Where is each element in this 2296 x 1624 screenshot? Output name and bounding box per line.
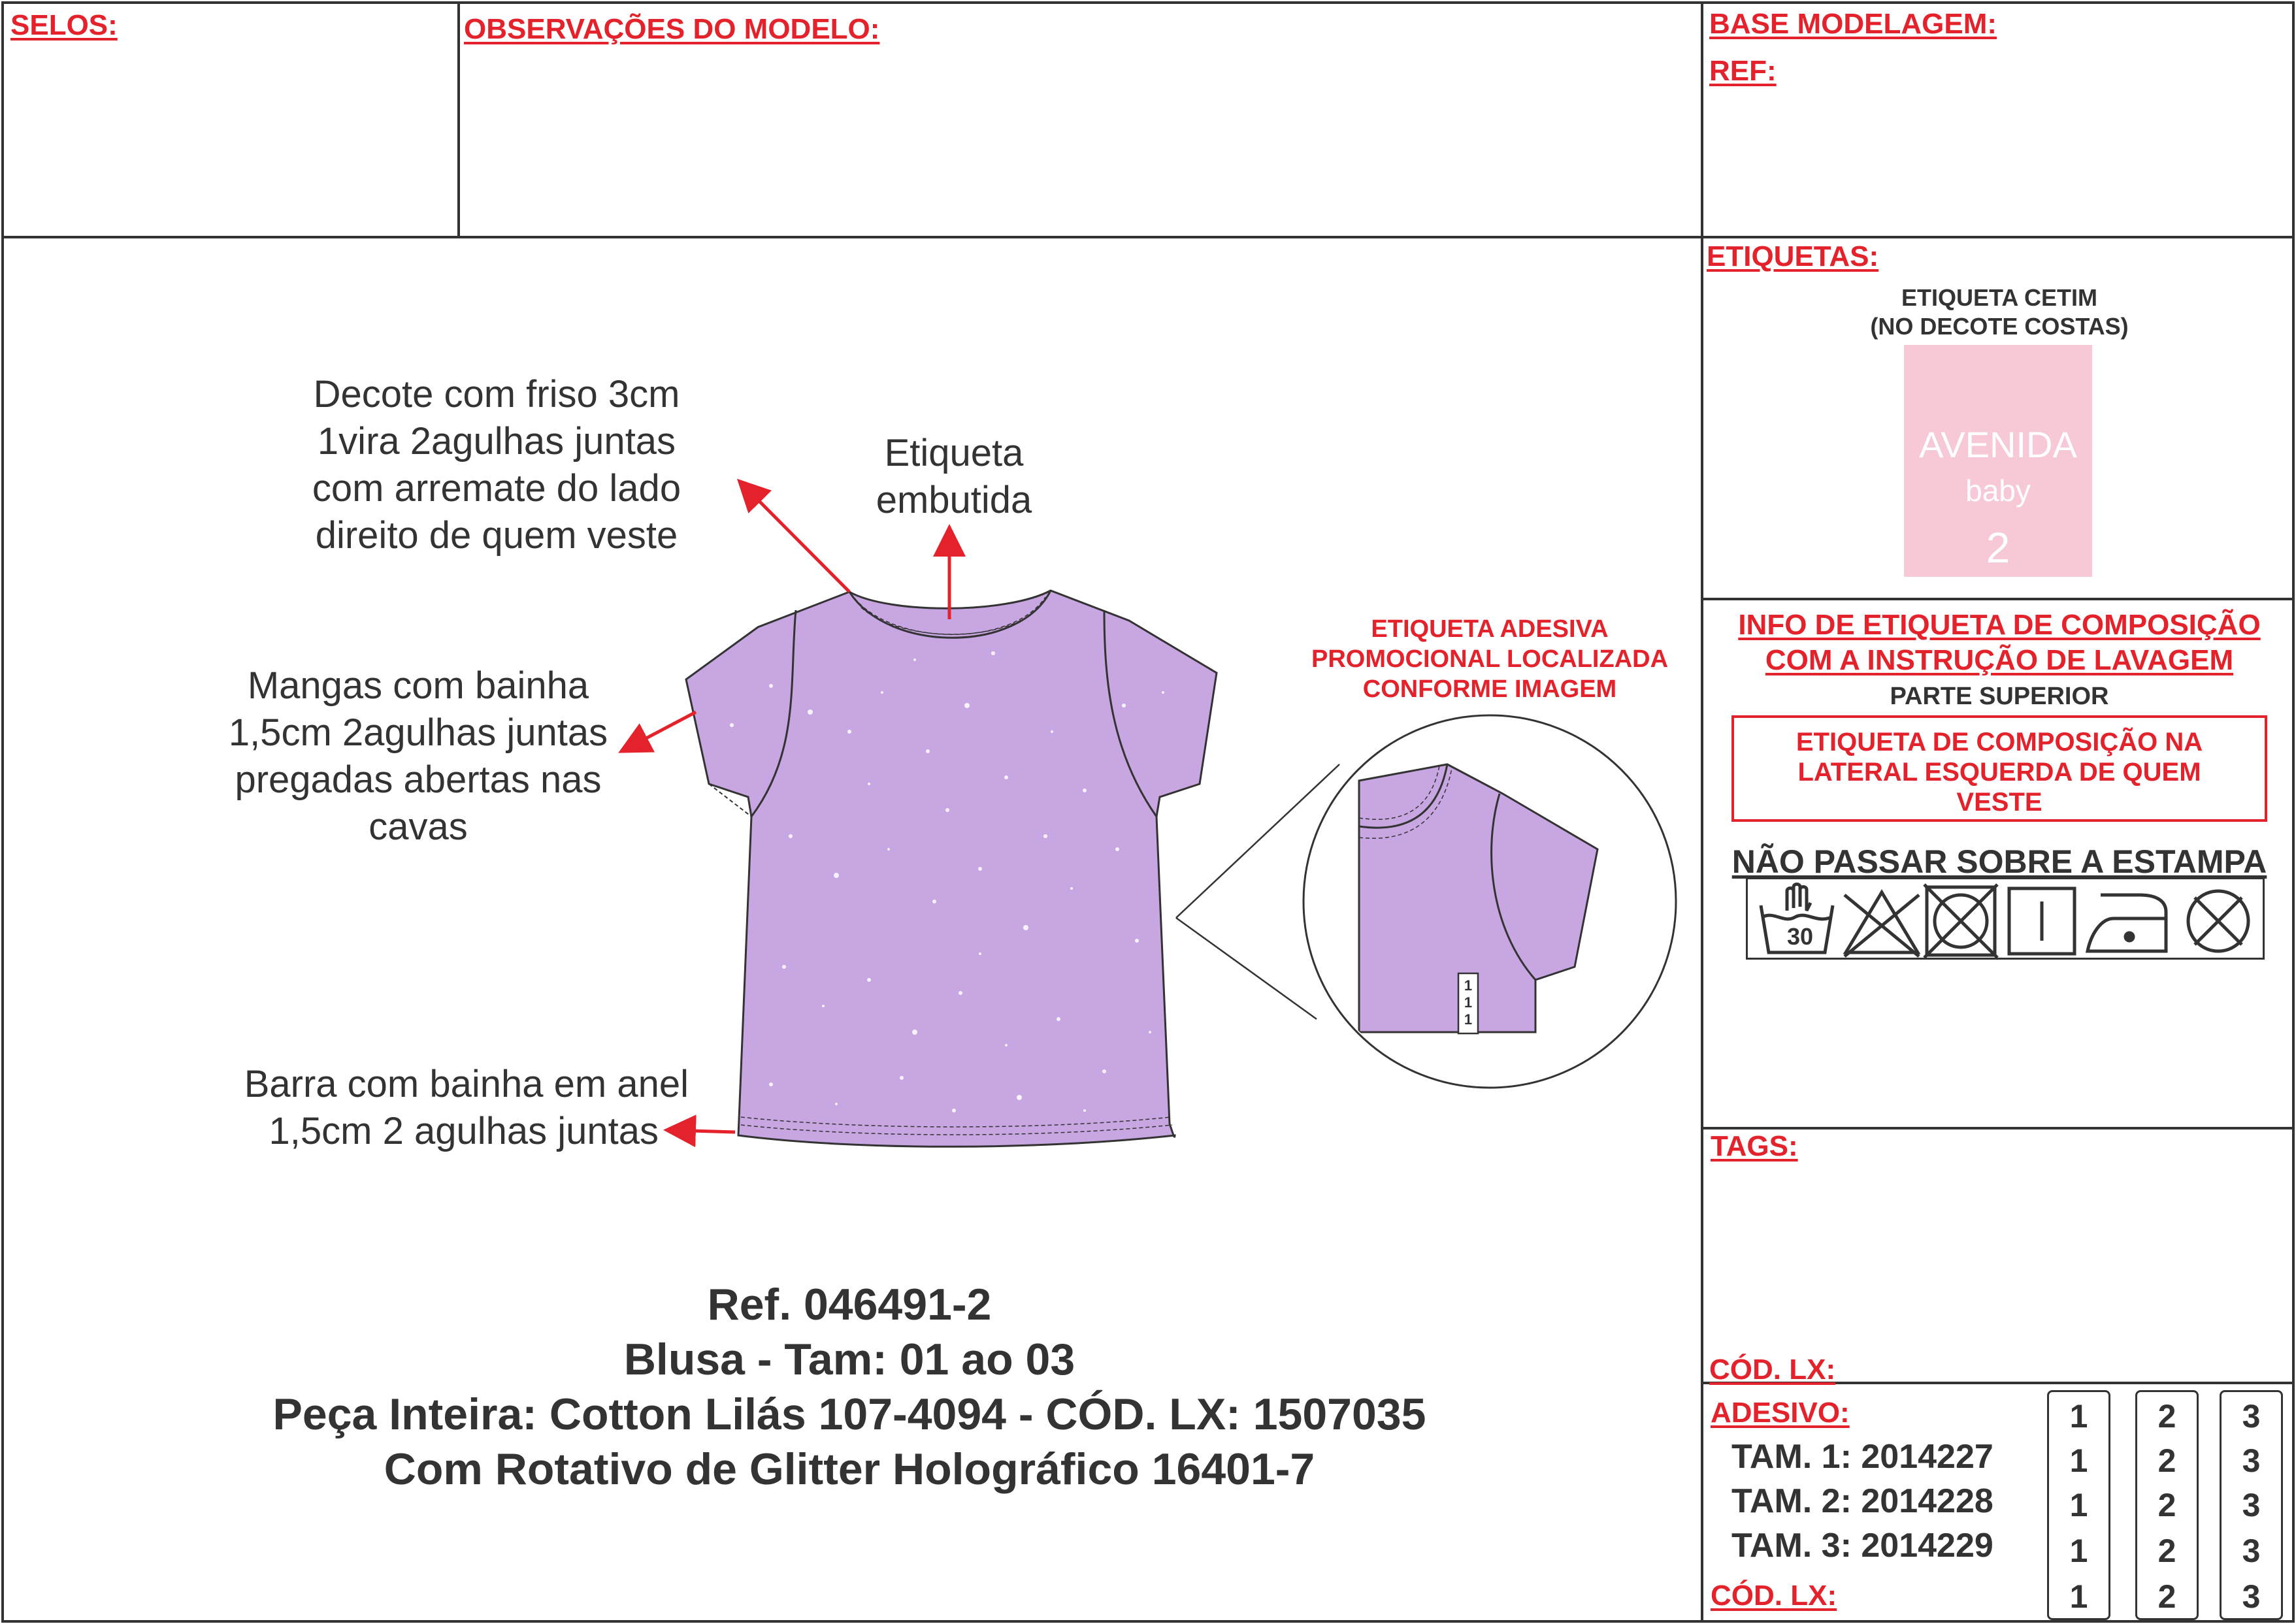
size-cell: 3	[2242, 1398, 2261, 1435]
composicao-box-line: VESTE	[1956, 788, 2042, 817]
tags-title: TAGS:	[1711, 1130, 1798, 1162]
size-cell: 2	[2157, 1533, 2176, 1569]
promo-line: CONFORME IMAGEM	[1362, 675, 1617, 703]
parte-superior-label: PARTE SUPERIOR	[1890, 683, 2109, 710]
composicao-box-line: LATERAL ESQUERDA DE QUEM	[1797, 758, 2201, 787]
mangas-line: 1,5cm 2agulhas juntas	[228, 711, 608, 754]
etiqueta-line: embutida	[876, 479, 1032, 521]
brand-label-name: AVENIDA	[1919, 424, 2077, 465]
size-cell: 1	[2069, 1533, 2088, 1569]
frame-right	[2292, 1, 2295, 1623]
adesivo-cod-lx-label: CÓD. LX:	[1711, 1580, 1837, 1612]
product-ref: Ref. 046491-2	[707, 1280, 992, 1329]
size-column-3	[2220, 1390, 2283, 1620]
tag-digit: 1	[1464, 994, 1473, 1011]
composicao-title	[1712, 608, 2287, 678]
line-dry-icon	[2009, 888, 2075, 954]
decote-line: 1vira 2agulhas juntas	[317, 420, 676, 463]
frame-bottom	[1, 1620, 2295, 1623]
size-cell: 3	[2242, 1578, 2261, 1615]
composicao-box-line: ETIQUETA DE COMPOSIÇÃO NA	[1796, 728, 2203, 756]
size-cell: 2	[2157, 1578, 2176, 1615]
size-column-2	[2135, 1390, 2199, 1620]
mangas-line: pregadas abertas nas	[235, 758, 602, 801]
brand-label-size: 2	[1986, 523, 2010, 572]
promo-line: ETIQUETA ADESIVA	[1371, 615, 1609, 643]
ref-label: REF:	[1709, 55, 1777, 87]
size-cell: 1	[2069, 1442, 2088, 1479]
barra-line: 1,5cm 2 agulhas juntas	[269, 1110, 659, 1152]
detail-zoom-circle	[1304, 715, 1676, 1088]
tag-digit: 1	[1464, 1011, 1473, 1028]
size-cell: 3	[2242, 1533, 2261, 1569]
size-cell: 1	[2069, 1487, 2088, 1523]
composicao-title-line: INFO DE ETIQUETA DE COMPOSIÇÃO	[1738, 609, 2261, 641]
composicao-bottom-divider	[1701, 1127, 2295, 1129]
detail-tag-digits	[1458, 977, 1478, 1028]
composicao-location-box	[1731, 715, 2267, 822]
tam-1-code: TAM. 1: 2014227	[1731, 1438, 1993, 1476]
no-bleach-icon	[1845, 892, 1919, 956]
mangas-line: cavas	[369, 805, 468, 848]
no-tumble-dry-icon	[1924, 885, 1997, 958]
mangas-line: Mangas com bainha	[247, 664, 589, 707]
tam-3-code: TAM. 3: 2014229	[1731, 1527, 1993, 1565]
tag-digit: 1	[1464, 977, 1473, 994]
iron-low-icon	[2088, 895, 2166, 951]
etiqueta-line: Etiqueta	[884, 432, 1024, 474]
decote-line: com arremate do lado	[312, 467, 681, 510]
tags-cod-lx-label: CÓD. LX:	[1709, 1354, 1836, 1386]
base-modelagem-label: BASE MODELAGEM:	[1709, 8, 1997, 40]
care-symbols-box	[1746, 877, 2265, 960]
etiquetas-title: ETIQUETAS:	[1707, 240, 1879, 272]
cetim-line: ETIQUETA CETIM	[1901, 284, 2097, 311]
size-cell: 1	[2069, 1578, 2088, 1615]
observacoes-label: OBSERVAÇÕES DO MODELO:	[464, 13, 880, 45]
product-description	[196, 1277, 1503, 1497]
decote-arrow	[742, 483, 849, 592]
size-cell: 1	[2069, 1398, 2088, 1435]
size-cell: 2	[2157, 1398, 2176, 1435]
right-panel-divider	[1701, 1, 1703, 1623]
brand-label-swatch	[1904, 345, 2092, 577]
mangas-arrow	[624, 712, 696, 750]
barra-arrow	[670, 1130, 735, 1132]
tam-2-code: TAM. 2: 2014228	[1731, 1482, 1993, 1520]
cetim-line: (NO DECOTE COSTAS)	[1870, 313, 2129, 340]
product-material: Peça Inteira: Cotton Lilás 107-4094 - CÓD. LX: 1507035	[272, 1389, 1426, 1439]
etiqueta-cetim-caption	[1803, 284, 2195, 341]
size-cell: 3	[2242, 1487, 2261, 1523]
size-cell: 3	[2242, 1442, 2261, 1479]
decote-line: Decote com friso 3cm	[313, 373, 680, 415]
size-column-1	[2047, 1390, 2110, 1620]
svg-text:30: 30	[1787, 923, 1814, 950]
no-dry-clean-icon	[2188, 891, 2248, 951]
promo-line: PROMOCIONAL LOCALIZADA	[1311, 645, 1669, 673]
size-cell: 2	[2157, 1487, 2176, 1523]
brand-label-sub: baby	[1965, 474, 2031, 508]
decote-line: direito de quem veste	[315, 514, 678, 557]
product-name: Blusa - Tam: 01 ao 03	[623, 1335, 1075, 1384]
size-cell: 2	[2157, 1442, 2176, 1479]
hand-wash-icon	[1761, 885, 1833, 953]
composicao-title-line: COM A INSTRUÇÃO DE LAVAGEM	[1765, 644, 2234, 676]
adesivo-title: ADESIVO:	[1711, 1397, 1850, 1429]
barra-line: Barra com bainha em anel	[244, 1063, 689, 1105]
care-symbols	[1748, 879, 2267, 962]
product-finish: Com Rotativo de Glitter Holográfico 16401-7	[384, 1444, 1315, 1494]
no-iron-warning: NÃO PASSAR SOBRE A ESTAMPA	[1731, 843, 2267, 880]
shirt-front	[686, 591, 1217, 1146]
selos-label: SELOS:	[10, 9, 118, 41]
etiquetas-bottom-divider	[1701, 598, 2295, 600]
